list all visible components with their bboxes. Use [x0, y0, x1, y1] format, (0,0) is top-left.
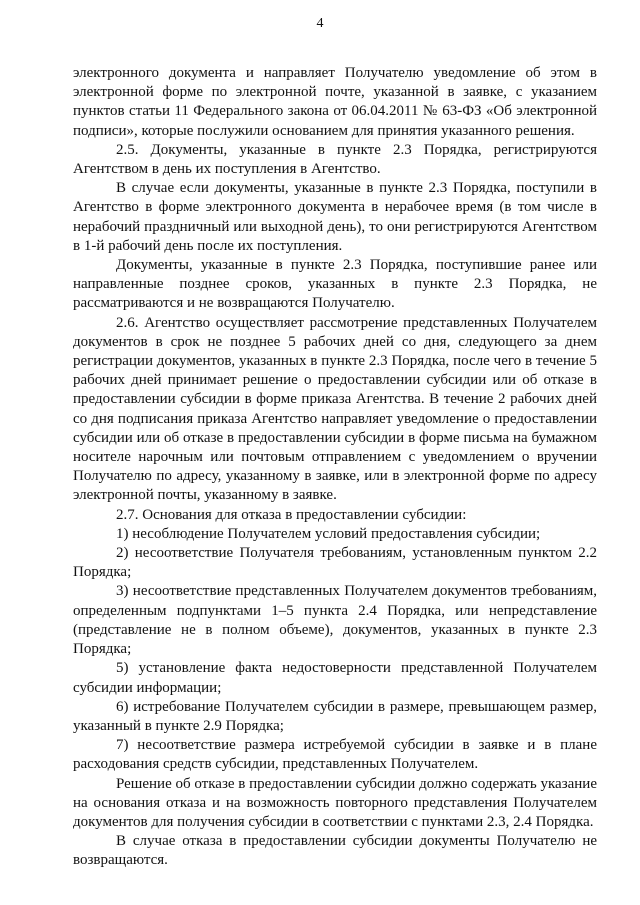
page-number: 4	[316, 16, 324, 31]
paragraph: 5) установление факта недостоверности представленной Получателем субсидии информации;	[73, 660, 597, 696]
paragraph: В случае если документы, указанные в пункте 2.3 Порядка, поступили в Агентство в форме электронного документа в нерабочее время (в том числе в нерабочий праздничный или выходной день), то они регистрируются Агентством в 1-й рабочий день после их поступления.	[73, 180, 597, 254]
paragraph: 3) несоответствие представленных Получателем документов требованиям, определенным подпунктами 1–5 пункта 2.4 Порядка, или непредставление (представление не в полном объеме), документов, указанных в пункте 2.3 Порядка;	[73, 583, 597, 658]
paragraph: Документы, указанные в пункте 2.3 Порядка, поступившие ранее или направленные позднее сроков, указанных в пункте 2.3 Порядка, не рассматриваются и не возвращаются Получателю.	[73, 257, 597, 312]
paragraph: электронного документа и направляет Получателю уведомление об этом в электронной форме по электронной почте, указанной в заявке, с указанием пунктов статьи 11 Федерального закона от 06.04.2011 № 63-ФЗ «Об электронной подписи», которые послужили основанием для принятия указанного решения.	[73, 65, 597, 139]
paragraph: 2.6. Агентство осуществляет рассмотрение представленных Получателем документов в срок не позднее 5 рабочих дней со дня, следующего за днем регистрации документов, указанных в пункте 2.3 Порядка, после чего в течение 5 рабочих дней принимает решение о предоставлении субсидии или об отказе в предоставлении субсидии в форме приказа Агентства. В течение 2 рабочих дней со дня подписания приказа Агентство направляет уведомление о предоставлении субсидии или об отказе в предоставлении субсидии в форме письма на бумажном носителе нарочным или почтовым отправлением с уведомлением о вручении Получателю по адресу, указанному в заявке, или в электронной форме по адресу электронной почты, указанному в заявке.	[73, 314, 597, 504]
paragraph: Решение об отказе в предоставлении субсидии должно содержать указание на основания отказа и на возможность повторного представления Получателем документов для получения субсидии в соответствии с пунктами 2.3, 2.4 Порядка.	[73, 775, 597, 830]
paragraph: 1) несоблюдение Получателем условий предоставления субсидии;	[116, 525, 541, 542]
paragraph: 2.7. Основания для отказа в предоставлении субсидии:	[116, 506, 467, 523]
paragraph: 2.5. Документы, указанные в пункте 2.3 Порядка, регистрируются Агентством в день их поступления в Агентство.	[73, 141, 597, 178]
paragraph: 2) несоответствие Получателя требованиям, установленным пунктом 2.2 Порядка;	[73, 545, 597, 581]
paragraph: В случае отказа в предоставлении субсидии документы Получателю не возвращаются.	[73, 833, 597, 869]
document-body	[73, 64, 597, 871]
paragraph: 7) несоответствие размера истребуемой субсидии в заявке и в плане расходования средств субсидии, представленных Получателем.	[73, 737, 597, 773]
paragraph: 6) истребование Получателем субсидии в размере, превышающем размер, указанный в пункте 2.9 Порядка;	[73, 698, 597, 734]
